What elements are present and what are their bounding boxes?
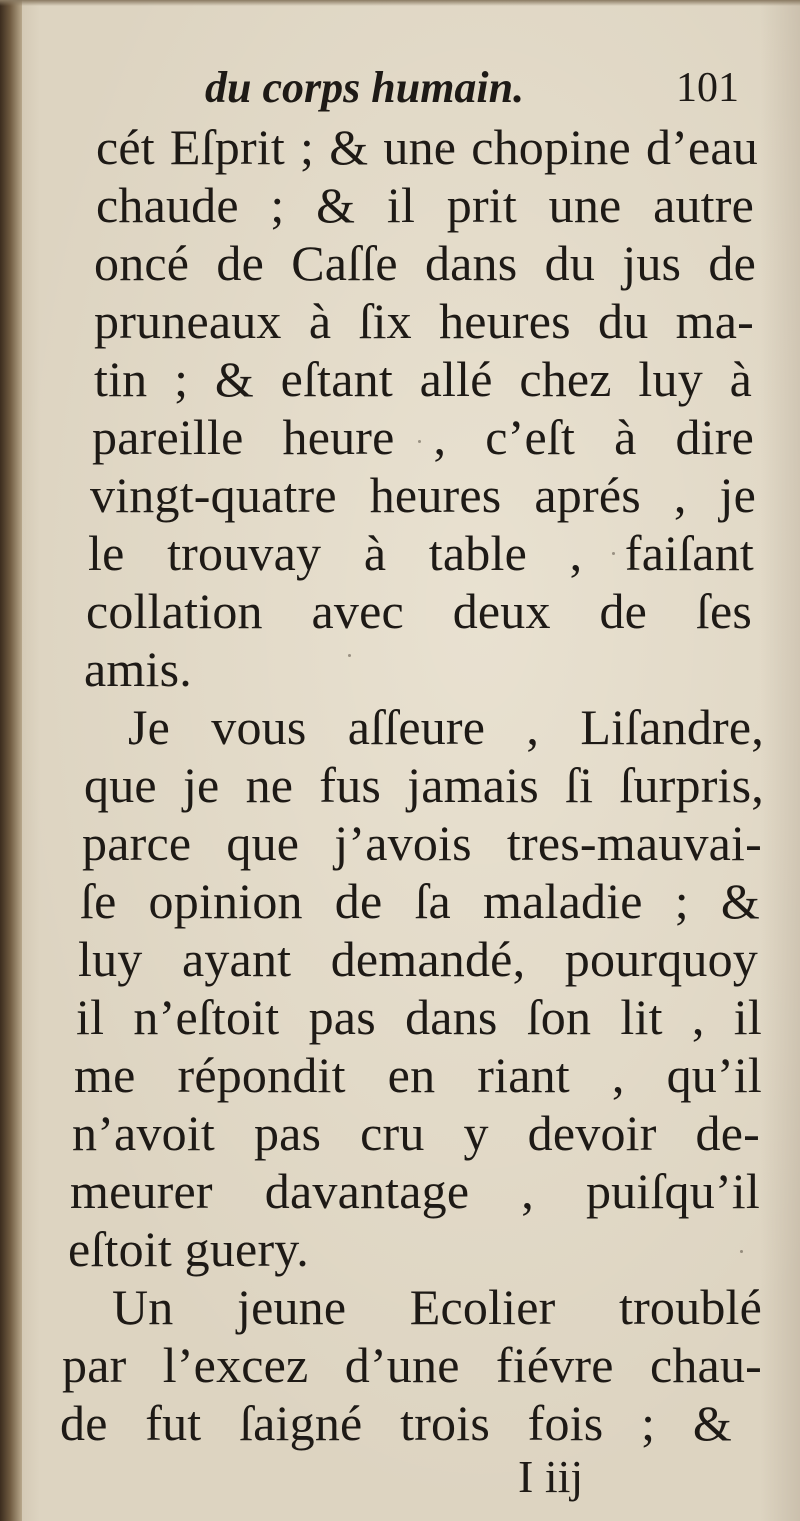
text-line: collation avec deux de ſes (86, 583, 752, 639)
text-line: Un jeune Ecolier troublé (112, 1279, 762, 1335)
text-line: vingt-quatre heures aprés , je (90, 467, 756, 523)
text-line: parce que j’avois tres-mauvai- (82, 815, 762, 871)
binding-edge (0, 0, 22, 1521)
text-line: de fut ſaigné trois fois ; & (60, 1395, 732, 1451)
text-line: me répondit en riant , qu’il (74, 1047, 762, 1103)
text-line: que je ne fus jamais ſi ſurpris, (84, 757, 764, 813)
page-top-edge (0, 0, 800, 6)
text-line: ſe opinion de ſa maladie ; & (80, 873, 760, 929)
text-line: il n’eſtoit pas dans ſon lit , il (76, 989, 762, 1045)
page-number: 101 (676, 65, 739, 111)
signature-mark: I iij (518, 1451, 584, 1502)
paper-speck (418, 440, 421, 443)
text-line: par l’excez d’une fiévre chau- (62, 1337, 762, 1393)
paper-speck (348, 654, 351, 657)
text-line: oncé de Caſſe dans du jus de (94, 235, 756, 291)
paper-speck (740, 1250, 743, 1253)
text-line: pareille heure , c’eſt à dire (92, 409, 754, 465)
text-line: amis. (84, 641, 192, 697)
text-line: luy ayant demandé, pourquoy (78, 931, 758, 987)
running-head-title: du corps humain. (205, 63, 525, 112)
running-head (0, 58, 800, 118)
text-line: chaude ; & il prit une autre (96, 177, 754, 233)
text-line: le trouvay à table , faiſant (88, 525, 754, 581)
paper-speck (612, 552, 615, 555)
paper-speck (442, 148, 445, 151)
text-line: Je vous aſſeure , Liſandre, (128, 699, 764, 755)
text-line: cét Eſprit ; & une chopine d’eau (96, 119, 758, 175)
text-line: eſtoit guery. (68, 1221, 309, 1277)
text-line: tin ; & eſtant allé chez luy à (94, 351, 752, 407)
text-line: pruneaux à ſix heures du ma- (94, 293, 754, 349)
text-line: meurer davantage , puiſqu’il (70, 1163, 760, 1219)
text-line: n’avoit pas cru y devoir de- (72, 1105, 760, 1161)
